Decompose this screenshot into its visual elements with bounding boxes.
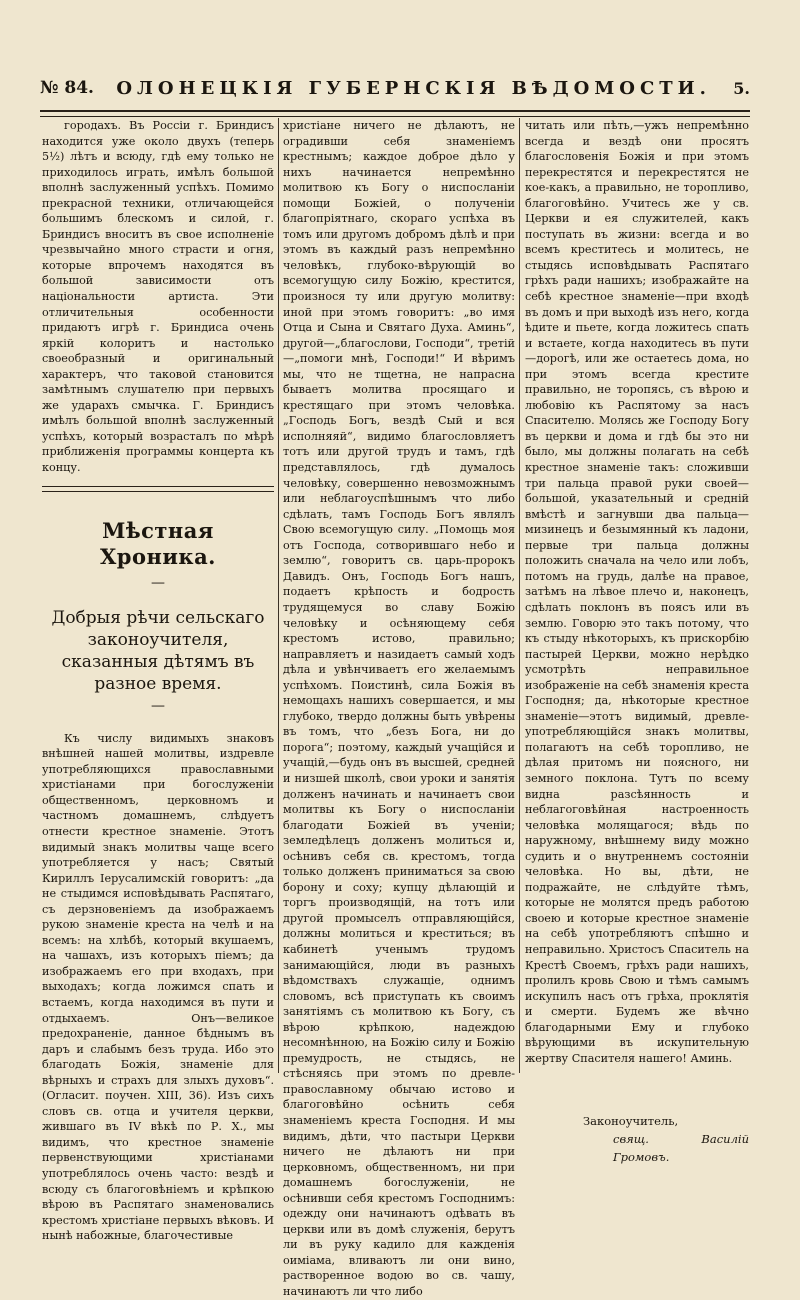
article-body-end: читать или пѣть,—ужъ непремѣнно всегда и вездѣ они просятъ благословенія Божія и при этомъ перекрестятся и перекрестятся не кое-какъ, а правильно, не торопливо, благоговѣйно. Учитесь же у св. Церкви и ея служителей, какъ поступать въ жизни: всегда и во всемъ креститесь и молитесь, не стыдясь исповѣдывать Распятаго грѣхъ ради нашихъ; изображайте на себѣ крестное знаменіе—при входѣ въ домъ и при выходѣ изъ него, когда ѣдите и пьете, когда ложитесь спать и встаете, когда находитесь въ пути—дорогѣ, или же остаетесь дома, но при этомъ всегда крестите правильно, не торопясь, съ вѣрою и любовію къ Распятому за насъ Спасителю. Молясь же Господу Богу въ церкви и дома и гдѣ бы это ни было, мы должны полагать на себѣ крестное знаменіе такъ: сложивши три пальца правой руки своей—большой, указательный и средній вмѣстѣ и загнувши два пальца—мизинецъ и безымянный къ ладони, первые три пальца должны положить сначала на чело или лобъ, потомъ на грудь, далѣе на правое, затѣмъ на лѣвое плечо и, наконецъ, сдѣлать поклонъ въ поясъ или въ землю. Говорю это такъ потому, что къ стыду нѣкоторыхъ, къ прискорбію пастырей Церкви, можно нерѣдко усмотрѣть неправильное изображеніе на себѣ знаменія креста Господня; да, нѣкоторые крестное знаменіе—этотъ видимый, древле-употребляющійся знакъ молитвы, полагаютъ на себѣ торопливо, не дѣлая притомъ ни поясного, ни земного поклона. Тутъ по всему видна разсѣянность и неблагоговѣйная настроенность человѣка молящагося; вѣдь по наружному, внѣшнему виду можно судить и о внутреннемъ состояніи человѣка. Но вы, дѣти, не подражайте, не слѣдуйте тѣмъ, которые не молятся предъ работою своею и которые крестное знаменіе на себѣ употребляютъ спѣшно и неправильно. Христосъ Спаситель на Крестѣ Своемъ, грѣхъ ради нашихъ, пролилъ кровь Свою и тѣмъ самымъ искупилъ насъ отъ грѣха, проклятія и смерти. Будемъ же вѣчно благодарными Ему и глубоко вѣрующими въ искупительную жертву Спасителя нашего! Аминь. [525, 119, 749, 1065]
page-header [40, 70, 750, 106]
column-1 [42, 118, 274, 1243]
column-divider [519, 118, 520, 1073]
signature-block [525, 1112, 749, 1166]
column-3 [525, 118, 749, 1165]
column-2 [283, 118, 515, 1299]
article-body-continued: христіане ничего не дѣлаютъ, не оградивши себя знаменіемъ крестнымъ; каждое доброе дѣло у нихъ начинается непремѣнно молитвою къ Богу о ниспосланіи помощи Божіей, о полученіи благопріятнаго, скораго успѣха въ томъ или другомъ добромъ дѣлѣ и при этомъ въ каждый разъ непремѣнно человѣкъ, глубоко-вѣрующій во всемогущую силу Божію, крестится, произнося ту или другую молитву: иной при этомъ говоритъ: „во имя Отца и Сына и Святаго Духа. Аминь“, другой—„благослови, Господи“, третій—„помоги мнѣ, Господи!“ И вѣримъ мы, что не тщетна, не напрасна бываетъ молитва просящаго и крестящаго при этомъ человѣка. „Господь Богъ, вездѣ Сый и вся исполняяй“, видимо благословляетъ тотъ или другой трудъ и тамъ, гдѣ представлялось, гдѣ думалось человѣку, совершенно невозможнымъ или неблагоуспѣшнымъ что либо сдѣлать, тамъ Господь Богъ являлъ Свою всемогущую силу. „Помощь моя отъ Господа, сотворившаго небо и землю“, говоритъ св. царь-пророкъ Давидъ. Онъ, Господь Богъ нашъ, подаетъ крѣпость и бодрость трудящемуся во славу Божію человѣку и осѣняющему себя крестомъ истово, правильно; направляетъ и назидаетъ самый ходъ дѣла и увѣнчиваетъ его желаемымъ успѣхомъ. Поистинѣ, сила Божія въ немощахъ нашихъ совершается, и мы глубоко, твердо должны быть увѣрены въ томъ, что „безъ Бога, ни до порога“; поэтому, каждый учащійся и учащій,—будь онъ въ высшей, средней и низшей школѣ, свои уроки и занятія долженъ начинать и начинаетъ свои молитвы къ Богу о ниспосланіи благодати Божіей въ ученіи; земледѣлецъ долженъ молиться и, осѣнивъ себя св. крестомъ, тогда только долженъ приниматься за свою борону и соху; купцу дѣлающій и торгъ производящій, на тотъ или другой промыселъ отправляющійся, должны молиться и креститься; въ кабинетѣ ученымъ трудомъ занимающійся, люди въ разныхъ вѣдомствахъ служащіе, однимъ словомъ, всѣ приступать къ своимъ занятіямъ съ молитвою къ Богу, съ вѣрою крѣпкою, надеждою несомнѣнною, на Божію силу и Божію премудрость, не стыдясь, не стѣсняясь при этомъ по древле-православному обычаю истово и благоговѣйно осѣнить себя знаменіемъ креста Господня. И мы видимъ, дѣти, что пастыри Церкви ничего не дѣлаютъ ни при церковномъ, общественномъ, ни при домашнемъ богослуженіи, не осѣнивши себя крестомъ Господнимъ: одежду они начинаютъ одѣвать въ церкви или въ домѣ служенія, берутъ ли въ руку кадило для кажденія оиміама, вливаютъ ли они вино, растворенное водою во св. чашу, начинаютъ ли что либо [283, 119, 515, 1299]
article-dash: — [151, 698, 165, 715]
section-title: Мѣстная Хроника. [99, 517, 216, 569]
article-title: Добрыя рѣчи сельскаго законоучителя, сказанныя дѣтямъ въ разное время. [51, 608, 265, 695]
article-body-start: Къ числу видимыхъ знаковъ внѣшней нашей молитвы, издревле употребляющихся православными христіанами при богослуженіи общественномъ, церковномъ и частномъ домашнемъ, слѣдуетъ отнести крестное знаменіе. Этотъ видимый знакъ молитвы чаще всего употребляется у насъ; Святый Кириллъ Іерусалимскій говоритъ: „да не стыдимся исповѣдывать Распятаго, съ дерзновеніемъ да изображаемъ рукою знаменіе креста на челѣ и на всемъ: на хлѣбѣ, который вкушаемъ, на чашахъ, изъ которыхъ піемъ; да изображаемъ его при входахъ, при выходахъ; когда ложимся спать и встаемъ, когда находимся въ пути и отдыхаемъ. Онъ—великое предохраненіе, данное бѣднымъ въ даръ и слабымъ безъ труда. Ибо это благодать Божія, знаменіе для вѣрныхъ и страхъ для злыхъ духовъ“. (Огласит. поучен. XIII, 36). Изъ сихъ словъ св. отца и учителя церкви, жившаго въ IV вѣкѣ по Р. Х., мы видимъ, что крестное знаменіе первенствующими христіанами употреблялось очень часто: вездѣ и всюду съ благоговѣніемъ и крѣпкою вѣрою въ Распятаго знаменовались крестомъ христіане первыхъ вѣковъ. И нынѣ набожные, благочестивые [42, 731, 274, 1243]
newspaper-title: ОЛОНЕЦКІЯ ГУБЕРНСКІЯ ВѢДОМОСТИ. [116, 77, 711, 99]
column-divider [278, 118, 279, 1073]
header-rule [40, 110, 750, 117]
section-dash: — [151, 574, 165, 591]
section-divider [42, 486, 274, 492]
concert-review-text: городахъ. Въ Россіи г. Бриндисъ находится уже около двухъ (теперь 5½) лѣтъ и всюду, гдѣ ему только не приходилось играть, имѣлъ большой вполнѣ заслуженный успѣхъ. Помимо прекрасной техники, отличающейся большимъ блескомъ и силой, г. Бриндисъ вноситъ въ свое исполненіе чрезвычайно много страсти и огня, которые впрочемъ находятся въ большой зависимости отъ національности артиста. Эти отличительныя особенности придаютъ игрѣ г. Бриндиса очень яркій колоритъ и настолько своеобразный и оригинальный характеръ, что таковой становится замѣтнымъ слушателю при первыхъ же ударахъ смычка. Г. Бриндисъ имѣлъ большой вполнѣ заслуженный успѣхъ, который возрасталъ по мѣрѣ приближенія программы концерта къ концу. [42, 119, 274, 475]
signature-role: Законоучитель, [583, 1114, 679, 1129]
signature-name: свящ. Василій Громовъ. [613, 1132, 749, 1165]
page-number: 5. [733, 78, 750, 98]
issue-number: № 84. [40, 78, 94, 98]
